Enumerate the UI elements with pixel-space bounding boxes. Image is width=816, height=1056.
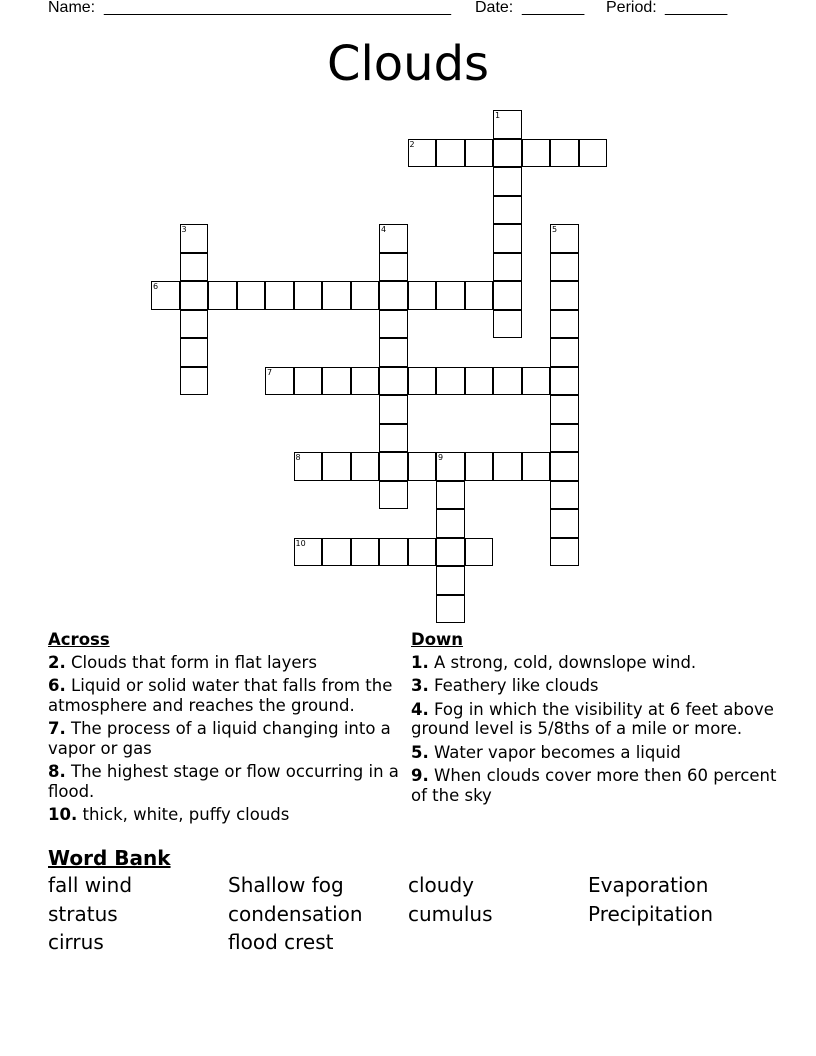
crossword-cell[interactable]	[379, 481, 408, 510]
period-field[interactable]: _______	[665, 0, 728, 16]
crossword-cell[interactable]	[465, 367, 494, 396]
crossword-cell[interactable]	[550, 367, 579, 396]
crossword-cell[interactable]	[550, 281, 579, 310]
crossword-cell[interactable]	[294, 281, 323, 310]
down-clue	[411, 676, 781, 696]
crossword-cell[interactable]	[493, 367, 522, 396]
down-clue	[411, 700, 781, 739]
crossword-cell[interactable]	[493, 310, 522, 339]
crossword-cell[interactable]	[379, 338, 408, 367]
crossword-cell[interactable]	[436, 367, 465, 396]
word-bank	[48, 873, 768, 959]
clue-number: 5.	[411, 742, 429, 762]
word-bank-heading: Word Bank	[48, 846, 171, 870]
crossword-cell[interactable]	[436, 452, 465, 481]
clue-text: When clouds cover more then 60 percent of the sky	[411, 766, 777, 805]
crossword-cell[interactable]	[465, 452, 494, 481]
word-bank-item: Shallow fog	[228, 873, 344, 897]
crossword-cell[interactable]	[379, 452, 408, 481]
clue-number-label: 8	[295, 453, 301, 462]
clue-number-label: 6	[153, 282, 159, 291]
clue-text: Fog in which the visibility at 6 feet above ground level is 5/8ths of a mile or more.	[411, 699, 774, 738]
clue-number: 7.	[48, 719, 66, 738]
clue-number: 4.	[411, 699, 429, 719]
word-bank-item: Evaporation	[588, 873, 709, 897]
clue-text: The process of a liquid changing into a vapor or gas	[48, 719, 391, 758]
crossword-cell[interactable]	[265, 367, 294, 396]
across-clue	[48, 653, 406, 673]
down-heading: Down	[411, 630, 464, 649]
clue-number-label: 10	[295, 538, 306, 548]
crossword-cell[interactable]	[379, 395, 408, 424]
crossword-cell[interactable]	[322, 367, 351, 396]
crossword-cell[interactable]	[379, 253, 408, 282]
name-label: Name:	[48, 0, 96, 16]
word-bank-item: fall wind	[48, 873, 133, 897]
crossword-cell[interactable]	[180, 310, 209, 339]
word-bank-item: condensation	[228, 901, 363, 926]
across-heading: Across	[48, 630, 110, 649]
clue-text: Water vapor becomes a liquid	[434, 742, 681, 762]
crossword-cell[interactable]	[522, 367, 551, 396]
clue-number-label: 1	[495, 111, 501, 120]
crossword-cell[interactable]	[493, 110, 522, 139]
crossword-cell[interactable]	[294, 452, 323, 481]
clue-text: A strong, cold, downslope wind.	[434, 652, 697, 672]
page-title: Clouds	[326, 36, 490, 92]
clue-text: Clouds that form in flat layers	[71, 652, 317, 672]
crossword-cell[interactable]	[436, 595, 465, 624]
crossword-cell[interactable]	[465, 139, 494, 168]
across-clue	[48, 762, 406, 801]
crossword-cell[interactable]	[351, 538, 380, 567]
clue-number-label: 4	[381, 225, 387, 234]
crossword-cell[interactable]	[294, 367, 323, 396]
word-bank-item: stratus	[48, 901, 118, 926]
crossword-cell[interactable]	[579, 139, 608, 168]
crossword-cell[interactable]	[180, 367, 209, 396]
crossword-cell[interactable]	[493, 281, 522, 310]
crossword-cell[interactable]	[550, 224, 579, 253]
clue-number-label: 9	[438, 453, 444, 462]
clue-number: 3.	[411, 676, 429, 695]
word-bank-item: cirrus	[48, 930, 104, 954]
crossword-cell[interactable]	[379, 424, 408, 453]
crossword-cell[interactable]	[351, 281, 380, 310]
crossword-cell[interactable]	[208, 281, 237, 310]
down-clue	[411, 653, 781, 673]
crossword-cell[interactable]	[436, 509, 465, 538]
crossword-cell[interactable]	[465, 281, 494, 310]
clue-number-label: 5	[552, 225, 558, 234]
clue-number: 8.	[48, 762, 66, 781]
crossword-cell[interactable]	[550, 395, 579, 424]
crossword-cell[interactable]	[550, 481, 579, 510]
crossword-cell[interactable]	[550, 509, 579, 538]
word-bank-item: Precipitation	[588, 901, 714, 926]
crossword-cell[interactable]	[180, 338, 209, 367]
crossword-cell[interactable]	[550, 452, 579, 481]
crossword-cell[interactable]	[322, 452, 351, 481]
across-clue	[48, 719, 406, 758]
across-clue	[48, 676, 406, 715]
clue-number-label: 7	[267, 367, 273, 377]
crossword-cell[interactable]	[436, 139, 465, 168]
crossword-cell[interactable]	[493, 253, 522, 282]
word-bank-item: flood crest	[228, 930, 334, 954]
crossword-cell[interactable]	[550, 338, 579, 367]
period-label: Period:	[606, 0, 657, 16]
crossword-cell[interactable]	[522, 452, 551, 481]
date-label: Date:	[475, 0, 514, 16]
across-clue	[48, 805, 406, 825]
clue-number: 10.	[48, 805, 78, 824]
date-field[interactable]: _______	[522, 0, 585, 16]
word-bank-item: cumulus	[408, 901, 493, 926]
crossword-cell[interactable]	[379, 310, 408, 339]
clue-text: thick, white, puffy clouds	[82, 805, 290, 824]
crossword-cell[interactable]	[550, 538, 579, 567]
crossword-cell[interactable]	[550, 253, 579, 282]
clue-number: 9.	[411, 766, 429, 785]
crossword-cell[interactable]	[408, 281, 437, 310]
crossword-cell[interactable]	[550, 139, 579, 168]
crossword-cell[interactable]	[493, 224, 522, 253]
crossword-cell[interactable]	[379, 224, 408, 253]
crossword-cell[interactable]	[351, 367, 380, 396]
down-clues	[411, 630, 781, 809]
crossword-cell[interactable]	[522, 139, 551, 168]
clue-text: Feathery like clouds	[434, 676, 599, 695]
clue-number-label: 2	[409, 139, 415, 149]
crossword-cell[interactable]	[550, 310, 579, 339]
crossword-cell[interactable]	[408, 538, 437, 567]
crossword-cell[interactable]	[436, 566, 465, 595]
crossword-cell[interactable]	[493, 452, 522, 481]
crossword-cell[interactable]	[237, 281, 266, 310]
crossword-cell[interactable]	[379, 367, 408, 396]
across-clues	[48, 630, 406, 829]
crossword-cell[interactable]	[436, 538, 465, 567]
crossword-cell[interactable]	[294, 538, 323, 567]
crossword-cell[interactable]	[493, 167, 522, 196]
crossword-cell[interactable]	[493, 196, 522, 225]
crossword-cell[interactable]	[493, 139, 522, 168]
crossword-cell[interactable]	[379, 538, 408, 567]
crossword-cell[interactable]	[408, 139, 437, 168]
clue-text: The highest stage or flow occurring in a flood.	[48, 762, 399, 801]
crossword-cell[interactable]	[265, 281, 294, 310]
word-bank-item: cloudy	[408, 873, 474, 897]
crossword-cell[interactable]	[351, 452, 380, 481]
crossword-cell[interactable]	[379, 281, 408, 310]
crossword-cell[interactable]	[408, 452, 437, 481]
crossword-cell[interactable]	[408, 367, 437, 396]
down-clue	[411, 766, 781, 805]
crossword-cell[interactable]	[180, 281, 209, 310]
crossword-cell[interactable]	[465, 538, 494, 567]
crossword-cell[interactable]	[550, 424, 579, 453]
crossword-cell[interactable]	[436, 481, 465, 510]
clue-number: 2.	[48, 652, 66, 672]
name-field[interactable]: _______________________________________	[104, 0, 452, 16]
crossword-cell[interactable]	[180, 253, 209, 282]
crossword-cell[interactable]	[436, 281, 465, 310]
crossword-cell[interactable]	[151, 281, 180, 310]
clue-text: Liquid or solid water that falls from the atmosphere and reaches the ground.	[48, 676, 393, 715]
down-clue	[411, 743, 781, 763]
clue-number: 6.	[48, 676, 66, 695]
crossword-cell[interactable]	[180, 224, 209, 253]
clue-number: 1.	[411, 652, 429, 672]
crossword-cell[interactable]	[322, 281, 351, 310]
crossword-cell[interactable]	[322, 538, 351, 567]
clue-number-label: 3	[181, 225, 187, 234]
